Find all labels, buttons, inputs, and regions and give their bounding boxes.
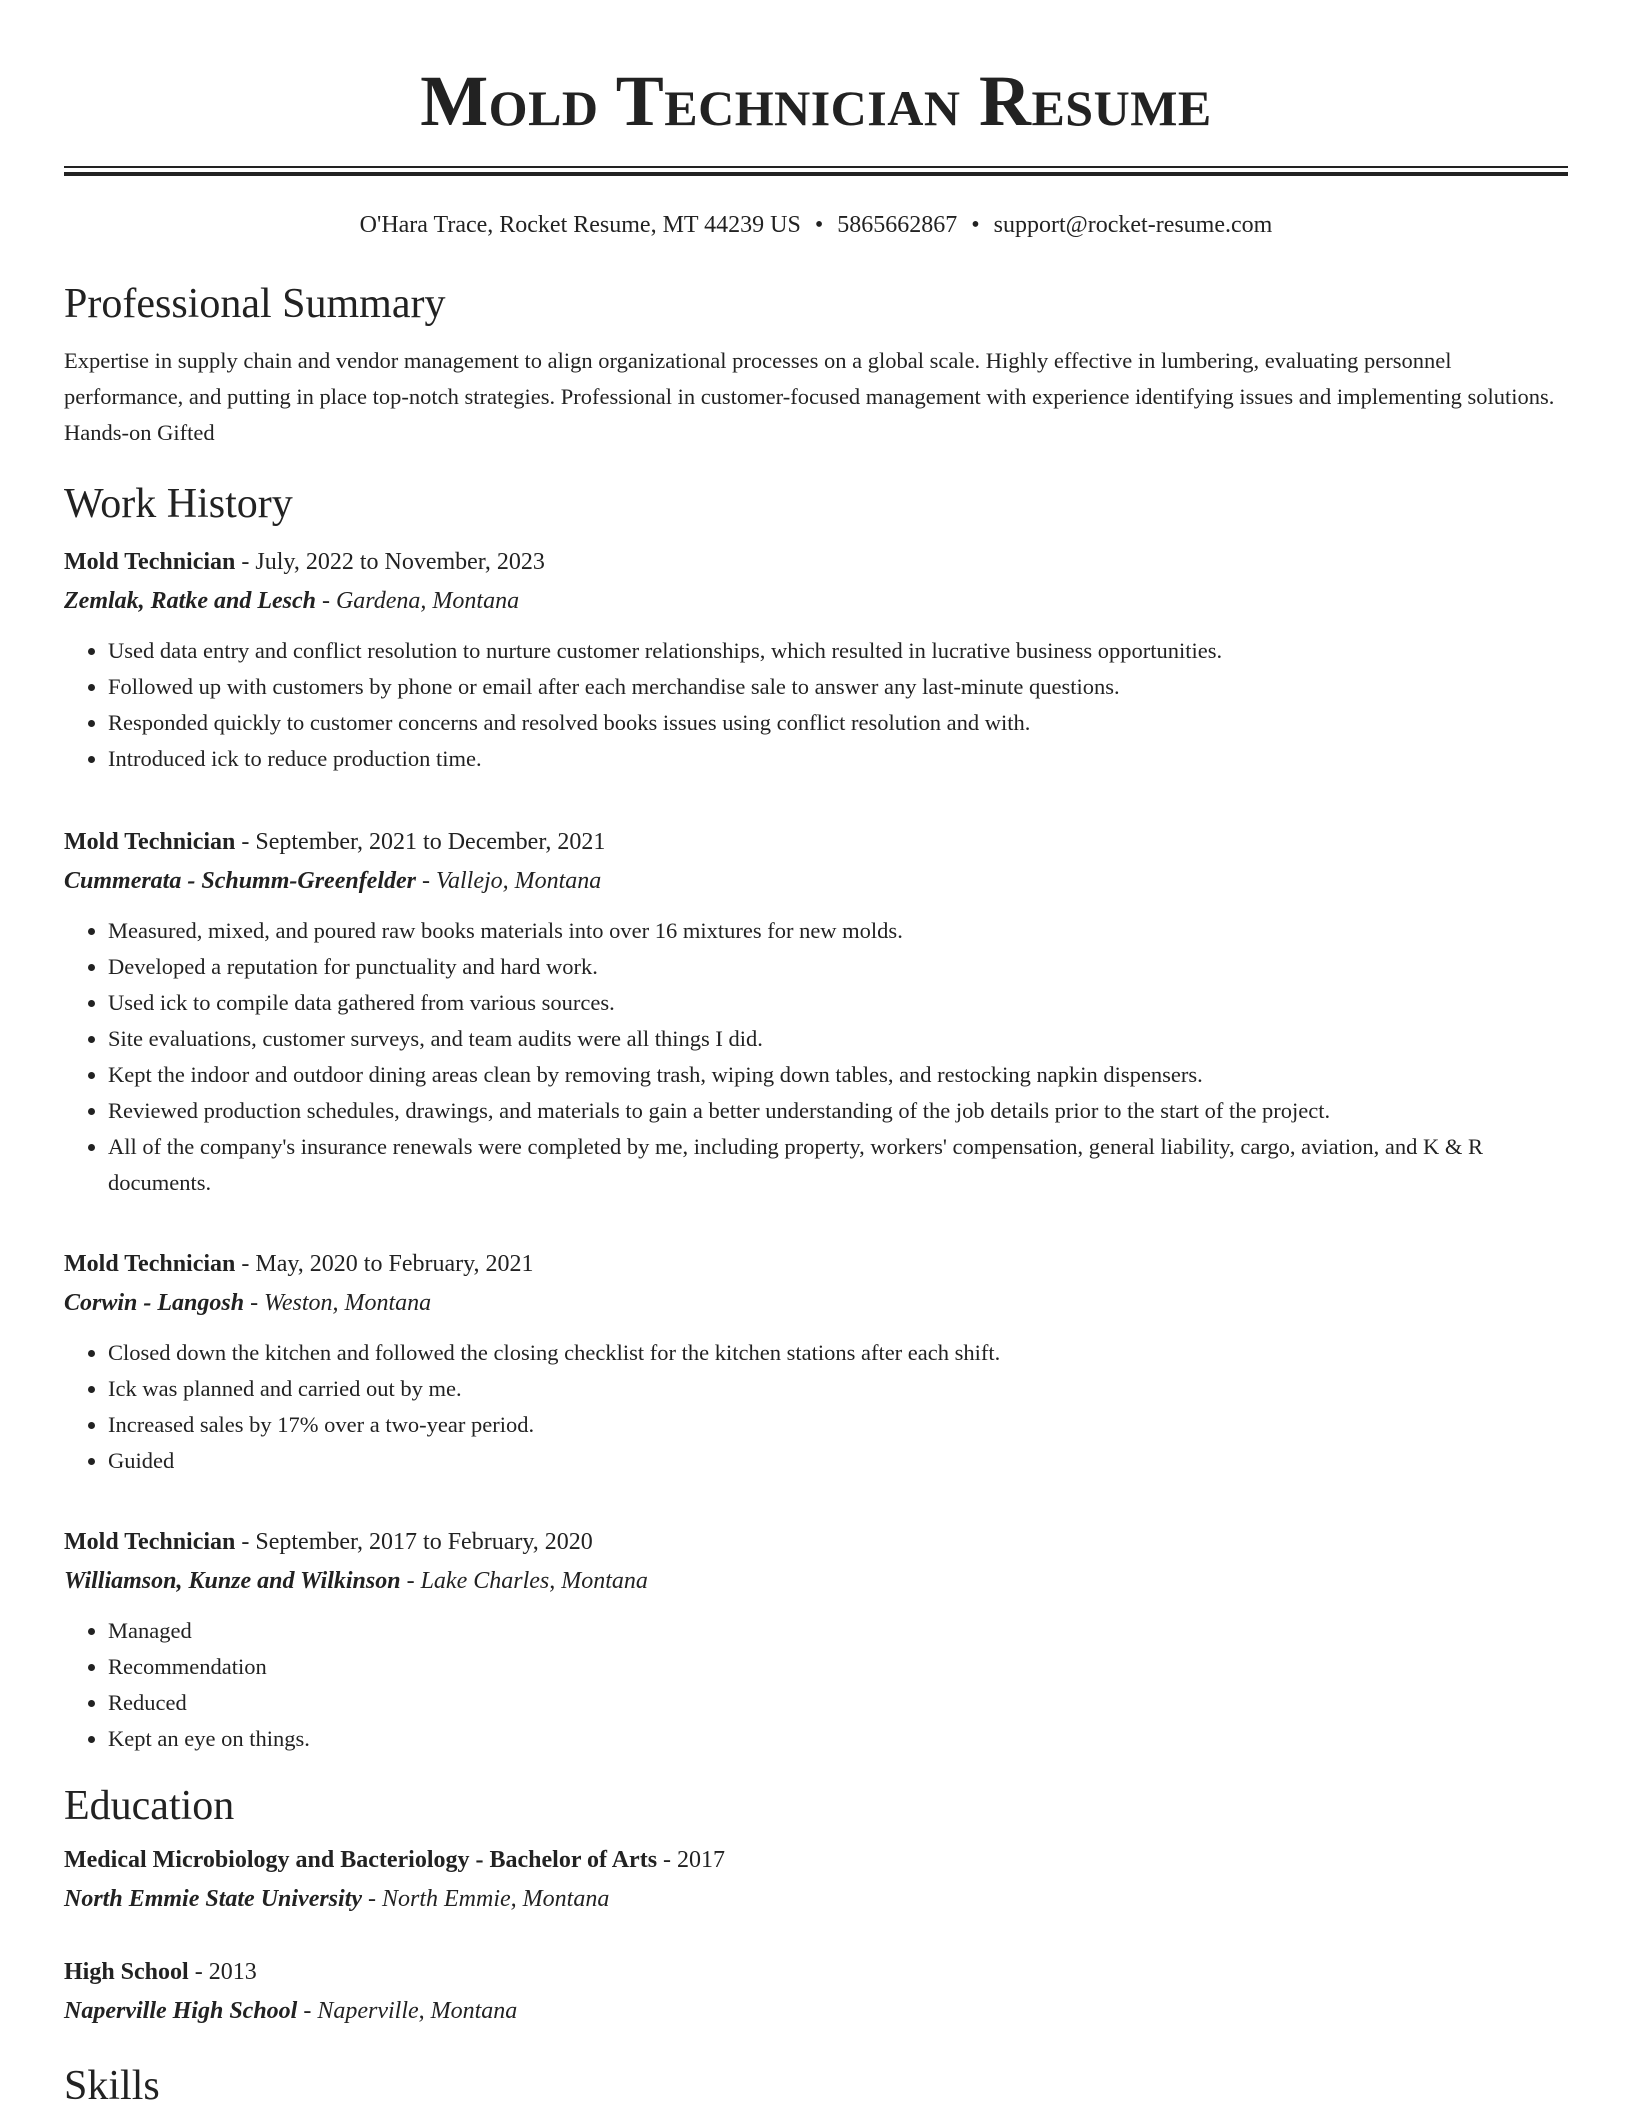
job-employer	[64, 1284, 1568, 1323]
job-bullet: • Recommendation	[108, 1649, 1568, 1685]
job-role: Mold Technician	[64, 549, 236, 575]
contact-line	[64, 210, 1568, 240]
job-bullet: • Managed	[108, 1613, 1568, 1649]
job-dates: - September, 2021 to December, 2021	[235, 829, 606, 855]
job-company: Williamson, Kunze and Wilkinson	[64, 1568, 401, 1594]
job-role: Mold Technician	[64, 1251, 236, 1277]
job-location: - Vallejo, Montana	[416, 868, 602, 894]
job-heading	[64, 1523, 1568, 1562]
education-year: - 2017	[657, 1847, 726, 1873]
education-institution	[64, 1880, 1568, 1919]
job-bullet: • Increased sales by 17% over a two-year period.	[108, 1407, 1568, 1443]
job-bullet: • Guided	[108, 1443, 1568, 1479]
job-entry	[64, 1245, 1568, 1479]
education-heading-line	[64, 1953, 1568, 1992]
summary-text: Expertise in supply chain and vendor management to align organizational processes on a global scale. Highly effective in lumbering, evaluating personnel performance, and putting in place top-notch strategies. Professional in customer-focused management with experience identifying issues and implementing solutions. Hands-on Gifted	[64, 348, 1555, 445]
job-bullet: • Followed up with customers by phone or email after each merchandise sale to answer any last-minute questions.	[108, 669, 1568, 705]
job-role: Mold Technician	[64, 829, 236, 855]
job-heading	[64, 823, 1568, 862]
job-role: Mold Technician	[64, 1529, 236, 1555]
education-school: North Emmie State University	[64, 1886, 363, 1912]
job-dates: - May, 2020 to February, 2021	[235, 1251, 534, 1277]
job-employer	[64, 582, 1568, 621]
job-bullet-list	[64, 633, 1568, 777]
job-bullet: • All of the company's insurance renewals were completed by me, including property, workers' compensation, general liability, cargo, aviation, and K & R documents.	[108, 1129, 1568, 1201]
job-company: Corwin - Langosh	[64, 1290, 245, 1316]
job-entry	[64, 1523, 1568, 1757]
job-bullet-list	[64, 1335, 1568, 1479]
job-bullet: • Kept the indoor and outdoor dining areas clean by removing trash, wiping down tables, and restocking napkin dispensers.	[108, 1057, 1568, 1093]
job-bullet: • Used ick to compile data gathered from various sources.	[108, 985, 1568, 1021]
job-bullet: • Used data entry and conflict resolution to nurture customer relationships, which resulted in lucrative business opportunities.	[108, 633, 1568, 669]
job-bullet-list	[64, 913, 1568, 1201]
work-history-heading: Work History	[64, 481, 293, 527]
education-entry	[64, 1953, 1568, 2031]
contact-separator: •	[814, 212, 824, 238]
education-heading: Education	[64, 1783, 235, 1829]
contact-email: support@rocket-resume.com	[993, 212, 1273, 238]
resume-page	[64, 0, 1568, 2111]
education-entry	[64, 1841, 1568, 1919]
skills-heading: Skills	[64, 2063, 160, 2109]
job-dates: - July, 2022 to November, 2023	[235, 549, 545, 575]
job-bullet: • Ick was planned and carried out by me.	[108, 1371, 1568, 1407]
job-bullet: • Responded quickly to customer concerns and resolved books issues using conflict resolution and with.	[108, 705, 1568, 741]
job-bullet: • Introduced ick to reduce production time.	[108, 741, 1568, 777]
job-location: - Lake Charles, Montana	[400, 1568, 648, 1594]
job-heading	[64, 543, 1568, 582]
job-bullet: • Kept an eye on things.	[108, 1721, 1568, 1757]
job-bullet: • Closed down the kitchen and followed the closing checklist for the kitchen stations after each shift.	[108, 1335, 1568, 1371]
job-bullet: • Site evaluations, customer surveys, and team audits were all things I did.	[108, 1021, 1568, 1057]
resume-title: Mold Technician Resume	[420, 61, 1212, 141]
job-company: Zemlak, Ratke and Lesch	[64, 588, 316, 614]
education-heading-line	[64, 1841, 1568, 1880]
job-bullet: • Reviewed production schedules, drawings, and materials to gain a better understanding of the job details prior to the start of the project.	[108, 1093, 1568, 1129]
job-location: - Gardena, Montana	[315, 588, 520, 614]
education-school: Naperville High School	[64, 1998, 298, 2024]
title-double-rule	[64, 166, 1568, 176]
job-employer	[64, 1562, 1568, 1601]
job-bullet-list	[64, 1613, 1568, 1757]
job-bullet: • Reduced	[108, 1685, 1568, 1721]
contact-phone: 5865662867	[837, 212, 958, 238]
contact-address: O'Hara Trace, Rocket Resume, MT 44239 US	[359, 212, 801, 238]
job-entry	[64, 823, 1568, 1201]
job-heading	[64, 1245, 1568, 1284]
job-entry	[64, 543, 1568, 777]
education-degree: High School	[64, 1959, 189, 1985]
job-bullet: • Developed a reputation for punctuality and hard work.	[108, 949, 1568, 985]
work-history-list	[64, 543, 1568, 1757]
summary-heading: Professional Summary	[64, 281, 446, 327]
education-list	[64, 1841, 1568, 2031]
job-location: - Weston, Montana	[244, 1290, 432, 1316]
education-degree: Medical Microbiology and Bacteriology - Bachelor of Arts	[64, 1847, 658, 1873]
job-employer	[64, 862, 1568, 901]
job-company: Cummerata - Schumm-Greenfelder	[64, 868, 416, 894]
education-institution	[64, 1992, 1568, 2031]
job-dates: - September, 2017 to February, 2020	[235, 1529, 593, 1555]
education-year: - 2013	[188, 1959, 257, 1985]
job-bullet: • Measured, mixed, and poured raw books materials into over 16 mixtures for new molds.	[108, 913, 1568, 949]
education-location: - North Emmie, Montana	[362, 1886, 610, 1912]
contact-separator: •	[971, 212, 980, 238]
education-location: - Naperville, Montana	[297, 1998, 518, 2024]
